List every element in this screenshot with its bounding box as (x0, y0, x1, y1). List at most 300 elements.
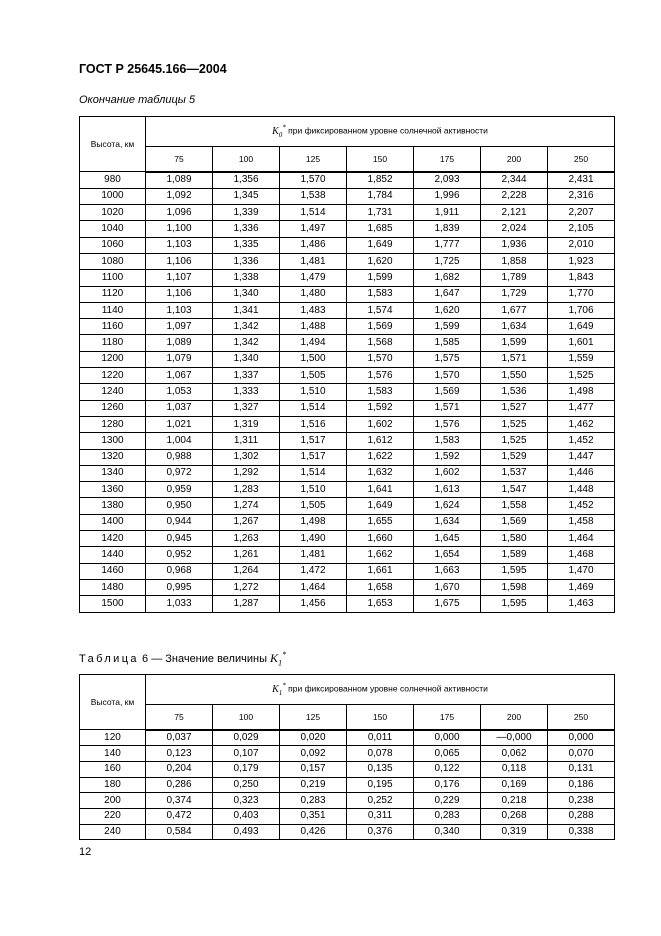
table5-value-cell: 1,677 (481, 302, 548, 318)
table5-height-cell: 1080 (80, 253, 146, 269)
table5-value-cell: 1,634 (481, 319, 548, 335)
table5-value-cell: 1,486 (280, 237, 347, 253)
table5-group-header: $K_0^*$ при фиксированном уровне солнечной активности (146, 117, 615, 147)
table5-row (80, 302, 615, 318)
table6-value-cell: 0,122 (414, 761, 481, 777)
table5-value-cell: 1,468 (548, 547, 615, 563)
table5-value-cell: 1,525 (548, 368, 615, 384)
table5-value-cell: 1,725 (414, 253, 481, 269)
table5-value-cell: 1,602 (414, 465, 481, 481)
table5-height-cell: 1300 (80, 433, 146, 449)
table5-row (80, 221, 615, 237)
table5-value-cell: 1,647 (414, 286, 481, 302)
table6-value-cell: 0,340 (414, 824, 481, 840)
table5-value-cell: 1,021 (146, 416, 213, 432)
table5-height-cell: 1360 (80, 482, 146, 498)
table6-group-header: $K_1^*$ при фиксированном уровне солнечной активности (146, 675, 615, 705)
table5-value-cell: 1,446 (548, 465, 615, 481)
table6-value-cell: 0,131 (548, 761, 615, 777)
table5-row (80, 253, 615, 269)
table6-row (80, 761, 615, 777)
table6-value-cell: 0,065 (414, 746, 481, 762)
table6-value-cell: 0,229 (414, 793, 481, 809)
table6-value-cell: 0,250 (213, 777, 280, 793)
table5-value-cell: 1,580 (481, 531, 548, 547)
table5-value-cell: 1,335 (213, 237, 280, 253)
table5-height-cell: 1060 (80, 237, 146, 253)
table5-row (80, 514, 615, 530)
table5-height-cell: 1100 (80, 270, 146, 286)
table6-value-cell: 0,374 (146, 793, 213, 809)
k1-symbol: $K_1^*$ (270, 650, 287, 668)
table5-value-cell: 1,327 (213, 400, 280, 416)
table5-value-cell: 1,547 (481, 482, 548, 498)
table5-value-cell: 1,592 (347, 400, 414, 416)
table5-height-cell: 1200 (80, 351, 146, 367)
table5-value-cell: 1,477 (548, 400, 615, 416)
table5-value-cell: 1,458 (548, 514, 615, 530)
table5-value-cell: 1,342 (213, 335, 280, 351)
table5-value-cell: 1,568 (347, 335, 414, 351)
table5-row (80, 563, 615, 579)
table5-value-cell: 1,274 (213, 498, 280, 514)
table5-value-cell: 1,571 (414, 400, 481, 416)
table5-height-cell: 1400 (80, 514, 146, 530)
table5-value-cell: 1,097 (146, 319, 213, 335)
table6-caption (79, 650, 286, 667)
table6-value-cell: 0,157 (280, 761, 347, 777)
table5-value-cell: 1,037 (146, 400, 213, 416)
table5-height-cell: 1480 (80, 579, 146, 595)
table5-value-cell: 1,447 (548, 449, 615, 465)
table6-value-cell: 0,078 (347, 746, 414, 762)
table6-value-cell: 0,135 (347, 761, 414, 777)
table5-value-cell: 1,089 (146, 172, 213, 189)
table6-height-header: Высота, км (80, 675, 146, 730)
table6-value-cell: 0,176 (414, 777, 481, 793)
table5-row (80, 596, 615, 612)
table6-value-cell: 0,338 (548, 824, 615, 840)
table5-value-cell: 1,096 (146, 205, 213, 221)
table6-value-cell: 0,283 (414, 808, 481, 824)
table5-value-cell: 2,316 (548, 188, 615, 204)
table5-value-cell: 1,287 (213, 596, 280, 612)
table5-value-cell: 1,570 (280, 172, 347, 189)
table5-value-cell: 1,789 (481, 270, 548, 286)
table6-row (80, 793, 615, 809)
table5-value-cell: 1,480 (280, 286, 347, 302)
table5-caption: Окончание таблицы 5 (79, 94, 196, 106)
table5-row (80, 335, 615, 351)
table5-value-cell: 1,569 (481, 514, 548, 530)
table6-height-cell: 200 (80, 793, 146, 809)
table6-column-header: 125 (280, 705, 347, 730)
table6-value-cell: 0,584 (146, 824, 213, 840)
table5-value-cell: 0,952 (146, 547, 213, 563)
table5-value-cell: 1,585 (414, 335, 481, 351)
table5-value-cell: 1,599 (414, 319, 481, 335)
table5-height-cell: 1180 (80, 335, 146, 351)
table5-value-cell: 1,655 (347, 514, 414, 530)
table5-value-cell: 1,283 (213, 482, 280, 498)
table5-height-cell: 980 (80, 172, 146, 189)
table5-value-cell: 1,595 (481, 596, 548, 612)
table5-value-cell: 1,103 (146, 302, 213, 318)
table5-value-cell: 1,469 (548, 579, 615, 595)
table5-column-header: 75 (146, 147, 213, 172)
table5-row (80, 482, 615, 498)
table5-height-cell: 1220 (80, 368, 146, 384)
table5-value-cell: 1,302 (213, 449, 280, 465)
table5-value-cell: 1,649 (347, 237, 414, 253)
table5-height-cell: 1120 (80, 286, 146, 302)
table5-height-cell: 1000 (80, 188, 146, 204)
table6 (79, 674, 615, 840)
table5-column-header: 250 (548, 147, 615, 172)
table5-row (80, 531, 615, 547)
table5-value-cell: 1,067 (146, 368, 213, 384)
table6-value-cell: 0,029 (213, 730, 280, 746)
table5-value-cell: 0,944 (146, 514, 213, 530)
table5-value-cell: 0,945 (146, 531, 213, 547)
table5-value-cell: 1,936 (481, 237, 548, 253)
table5-value-cell: 1,272 (213, 579, 280, 595)
table5-value-cell: 1,462 (548, 416, 615, 432)
table6-value-cell: 0,268 (481, 808, 548, 824)
table5-value-cell: 1,670 (414, 579, 481, 595)
table6-value-cell: 0,107 (213, 746, 280, 762)
table5-height-cell: 1040 (80, 221, 146, 237)
table5-column-header: 100 (213, 147, 280, 172)
table6-row (80, 777, 615, 793)
table5-value-cell: 1,923 (548, 253, 615, 269)
table6-caption-text: — Значение величины (151, 653, 267, 665)
table5-value-cell: 1,589 (481, 547, 548, 563)
table5-value-cell: 1,490 (280, 531, 347, 547)
table5-value-cell: 1,622 (347, 449, 414, 465)
table5-value-cell: 1,663 (414, 563, 481, 579)
table5-row (80, 270, 615, 286)
table5-value-cell: 1,479 (280, 270, 347, 286)
table5-value-cell: 1,319 (213, 416, 280, 432)
table6-value-cell: 0,195 (347, 777, 414, 793)
table5-value-cell: 1,470 (548, 563, 615, 579)
table5-value-cell: 2,344 (481, 172, 548, 189)
table5-row (80, 465, 615, 481)
table5-value-cell: 2,010 (548, 237, 615, 253)
table5-value-cell: 1,570 (347, 351, 414, 367)
table6-height-cell: 120 (80, 730, 146, 746)
table5-value-cell: 1,583 (347, 286, 414, 302)
table5-value-cell: 1,267 (213, 514, 280, 530)
table5-value-cell: 1,537 (481, 465, 548, 481)
table5-value-cell: 1,514 (280, 205, 347, 221)
table6-value-cell: 0,070 (548, 746, 615, 762)
table5-value-cell: 1,996 (414, 188, 481, 204)
table5-value-cell: 0,950 (146, 498, 213, 514)
table6-column-header: 175 (414, 705, 481, 730)
table5-value-cell: 1,612 (347, 433, 414, 449)
table6-value-cell: 0,186 (548, 777, 615, 793)
table5-value-cell: 1,550 (481, 368, 548, 384)
table5-value-cell: 1,599 (347, 270, 414, 286)
table5-value-cell: 1,527 (481, 400, 548, 416)
table5-value-cell: 1,510 (280, 482, 347, 498)
table5-value-cell: 1,463 (548, 596, 615, 612)
table5-value-cell: 1,456 (280, 596, 347, 612)
table6-value-cell: 0,000 (548, 730, 615, 746)
table5-row (80, 368, 615, 384)
table5-value-cell: 1,292 (213, 465, 280, 481)
table5-value-cell: 1,448 (548, 482, 615, 498)
table5-value-cell: 0,968 (146, 563, 213, 579)
table5-height-cell: 1280 (80, 416, 146, 432)
table5-value-cell: 1,510 (280, 384, 347, 400)
table5-value-cell: 1,575 (414, 351, 481, 367)
table5-value-cell: 1,653 (347, 596, 414, 612)
table6-height-cell: 180 (80, 777, 146, 793)
table5-value-cell: 1,481 (280, 253, 347, 269)
table6-value-cell: 0,351 (280, 808, 347, 824)
table5-value-cell: 1,464 (548, 531, 615, 547)
table5-value-cell: 1,514 (280, 465, 347, 481)
table5-value-cell: 1,570 (414, 368, 481, 384)
table5-value-cell: 1,517 (280, 449, 347, 465)
table6-value-cell: 0,000 (414, 730, 481, 746)
table5-value-cell: 1,472 (280, 563, 347, 579)
table5-value-cell: 1,079 (146, 351, 213, 367)
table5-value-cell: 2,105 (548, 221, 615, 237)
table5-value-cell: 1,660 (347, 531, 414, 547)
table5-value-cell: 2,093 (414, 172, 481, 189)
table6-value-cell: 0,426 (280, 824, 347, 840)
table5-value-cell: 1,336 (213, 221, 280, 237)
table5-row (80, 579, 615, 595)
table5-value-cell: 1,649 (347, 498, 414, 514)
table5-value-cell: 1,498 (548, 384, 615, 400)
table5-value-cell: 1,525 (481, 433, 548, 449)
table6-row (80, 746, 615, 762)
table5-value-cell: 1,494 (280, 335, 347, 351)
table6-column-header: 75 (146, 705, 213, 730)
table5-row (80, 172, 615, 189)
table6-height-cell: 220 (80, 808, 146, 824)
table6-value-cell: 0,311 (347, 808, 414, 824)
table5-value-cell: 1,500 (280, 351, 347, 367)
table5-height-cell: 1380 (80, 498, 146, 514)
table5-value-cell: 1,103 (146, 237, 213, 253)
table5-value-cell: 1,595 (481, 563, 548, 579)
table5-value-cell: 0,995 (146, 579, 213, 595)
table5-value-cell: 2,207 (548, 205, 615, 221)
table5-row (80, 498, 615, 514)
table6-column-header: 200 (481, 705, 548, 730)
table5-value-cell: 1,536 (481, 384, 548, 400)
table5-column-header: 200 (481, 147, 548, 172)
table5-height-cell: 1240 (80, 384, 146, 400)
table5-value-cell: 0,988 (146, 449, 213, 465)
table5-value-cell: 1,100 (146, 221, 213, 237)
table5-row (80, 286, 615, 302)
table5-value-cell: 1,337 (213, 368, 280, 384)
k0-symbol: $K_0^*$ (272, 123, 286, 139)
table6-value-cell: 0,218 (481, 793, 548, 809)
table5-value-cell: 1,613 (414, 482, 481, 498)
table5-row (80, 400, 615, 416)
table5-value-cell: 1,342 (213, 319, 280, 335)
table5-value-cell: 1,264 (213, 563, 280, 579)
table6-value-cell: 0,011 (347, 730, 414, 746)
table5-value-cell: 1,852 (347, 172, 414, 189)
table5-value-cell: 1,729 (481, 286, 548, 302)
table5-value-cell: 1,517 (280, 433, 347, 449)
table6-value-cell: 0,204 (146, 761, 213, 777)
table5-value-cell: 1,336 (213, 253, 280, 269)
table5-value-cell: 1,464 (280, 579, 347, 595)
table6-value-cell: 0,376 (347, 824, 414, 840)
table6-caption-number: 6 (142, 653, 149, 665)
table5-value-cell: 1,569 (347, 319, 414, 335)
table5-value-cell: 1,505 (280, 368, 347, 384)
table5-value-cell: 1,858 (481, 253, 548, 269)
table5-value-cell: 1,649 (548, 319, 615, 335)
table5-value-cell: 1,333 (213, 384, 280, 400)
table6-value-cell: 0,219 (280, 777, 347, 793)
table6-height-cell: 240 (80, 824, 146, 840)
table5-value-cell: 1,571 (481, 351, 548, 367)
table5-height-cell: 1020 (80, 205, 146, 221)
table5-value-cell: 1,053 (146, 384, 213, 400)
table6-value-cell: —0,000 (481, 730, 548, 746)
table5-value-cell: 1,839 (414, 221, 481, 237)
table6-value-cell: 0,472 (146, 808, 213, 824)
table5-value-cell: 1,498 (280, 514, 347, 530)
table5-value-cell: 1,658 (347, 579, 414, 595)
table6-value-cell: 0,179 (213, 761, 280, 777)
table5-value-cell: 1,620 (347, 253, 414, 269)
table5-value-cell: 1,624 (414, 498, 481, 514)
table5-value-cell: 1,634 (414, 514, 481, 530)
table5-row (80, 433, 615, 449)
table5-value-cell: 1,261 (213, 547, 280, 563)
table5-value-cell: 1,632 (347, 465, 414, 481)
table5-value-cell: 1,685 (347, 221, 414, 237)
table5-value-cell: 2,024 (481, 221, 548, 237)
table5-value-cell: 1,662 (347, 547, 414, 563)
table5-row (80, 351, 615, 367)
page-number: 12 (79, 846, 92, 858)
table6-column-header: 250 (548, 705, 615, 730)
table5-value-cell: 2,228 (481, 188, 548, 204)
table5-row (80, 205, 615, 221)
table5-value-cell: 1,682 (414, 270, 481, 286)
table5-value-cell: 1,592 (414, 449, 481, 465)
table5-value-cell: 1,576 (347, 368, 414, 384)
table5-value-cell: 1,574 (347, 302, 414, 318)
table6-row (80, 808, 615, 824)
table5-value-cell: 1,576 (414, 416, 481, 432)
table5-value-cell: 1,777 (414, 237, 481, 253)
table5-value-cell: 1,620 (414, 302, 481, 318)
table5-value-cell: 1,538 (280, 188, 347, 204)
table5-value-cell: 1,106 (146, 286, 213, 302)
table6-value-cell: 0,323 (213, 793, 280, 809)
table5-value-cell: 1,356 (213, 172, 280, 189)
table5-value-cell: 1,481 (280, 547, 347, 563)
table5-value-cell: 1,675 (414, 596, 481, 612)
table6-column-header: 150 (347, 705, 414, 730)
table5-value-cell: 1,770 (548, 286, 615, 302)
table5-value-cell: 1,569 (414, 384, 481, 400)
k1-symbol-header: $K_1^*$ (272, 681, 286, 697)
table6-value-cell: 0,288 (548, 808, 615, 824)
table6-row (80, 730, 615, 746)
table5-value-cell: 1,263 (213, 531, 280, 547)
table5-value-cell: 1,558 (481, 498, 548, 514)
table5-value-cell: 1,784 (347, 188, 414, 204)
table5-value-cell: 1,339 (213, 205, 280, 221)
table5-column-header: 125 (280, 147, 347, 172)
table5-value-cell: 1,706 (548, 302, 615, 318)
table5-value-cell: 1,497 (280, 221, 347, 237)
table6-value-cell: 0,286 (146, 777, 213, 793)
table5-height-cell: 1460 (80, 563, 146, 579)
table5-value-cell: 1,483 (280, 302, 347, 318)
table5-row (80, 188, 615, 204)
table5-value-cell: 1,661 (347, 563, 414, 579)
table6-height-cell: 140 (80, 746, 146, 762)
table5-height-cell: 1320 (80, 449, 146, 465)
table5-value-cell: 1,092 (146, 188, 213, 204)
table5-height-cell: 1160 (80, 319, 146, 335)
table5-value-cell: 1,583 (347, 384, 414, 400)
table5-value-cell: 1,654 (414, 547, 481, 563)
table5-row (80, 319, 615, 335)
table5-height-cell: 1440 (80, 547, 146, 563)
table6-value-cell: 0,238 (548, 793, 615, 809)
table5-value-cell: 1,602 (347, 416, 414, 432)
table5-row (80, 547, 615, 563)
table5-value-cell: 1,641 (347, 482, 414, 498)
table5-value-cell: 2,431 (548, 172, 615, 189)
table5-value-cell: 1,338 (213, 270, 280, 286)
table5-value-cell: 1,645 (414, 531, 481, 547)
table6-value-cell: 0,403 (213, 808, 280, 824)
table5-value-cell: 1,911 (414, 205, 481, 221)
table6-value-cell: 0,169 (481, 777, 548, 793)
table5-value-cell: 1,731 (347, 205, 414, 221)
table5-value-cell: 1,488 (280, 319, 347, 335)
table6-value-cell: 0,020 (280, 730, 347, 746)
table5-row (80, 449, 615, 465)
table5-value-cell: 1,843 (548, 270, 615, 286)
table5-height-cell: 1260 (80, 400, 146, 416)
table5-value-cell: 1,583 (414, 433, 481, 449)
table5-value-cell: 1,033 (146, 596, 213, 612)
document-header: ГОСТ Р 25645.166—2004 (79, 62, 227, 76)
table5-value-cell: 1,601 (548, 335, 615, 351)
table5-row (80, 384, 615, 400)
table6-row (80, 824, 615, 840)
table5-value-cell: 0,972 (146, 465, 213, 481)
table5-value-cell: 1,089 (146, 335, 213, 351)
table5-value-cell: 1,311 (213, 433, 280, 449)
table6-value-cell: 0,493 (213, 824, 280, 840)
table6-value-cell: 0,319 (481, 824, 548, 840)
table6-caption-prefix: Таблица (79, 653, 139, 665)
table5-height-header: Высота, км (80, 117, 146, 172)
table5-value-cell: 0,959 (146, 482, 213, 498)
